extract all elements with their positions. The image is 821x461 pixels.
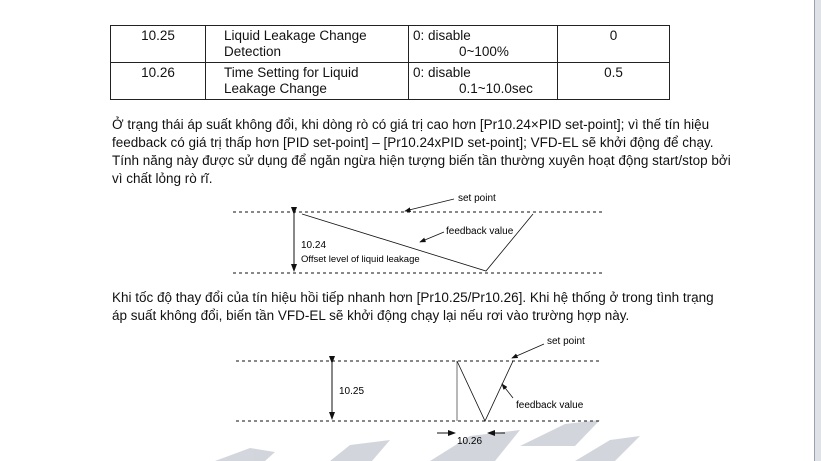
param-code: 10.26 bbox=[111, 63, 206, 100]
offset-code: 10.24 bbox=[301, 240, 327, 251]
paragraph-leakage-offset: Ở trạng thái áp suất không đổi, khi dòng rò có giá trị cao hơn [Pr10.24×PID set-point]; vì thế tín hiệu feedback có giá trị thấp hơn [PID set-point] – [Pr10.24xPID set-point]; VFD-EL sẽ khởi động để chạy. Tính năng này được sử dụng để ngăn ngừa hiện tượng biến tần thường xuyên hoạt động start/stop bởi vì chất lỏng rò rĩ. bbox=[112, 117, 731, 186]
param-range: 0~100% bbox=[459, 44, 509, 59]
param-name-text: Time Setting for Liquid Leakage Change bbox=[224, 65, 359, 96]
param-range: 0.1~10.0sec bbox=[459, 81, 533, 96]
feedback-pointer bbox=[420, 232, 444, 242]
diagram-leakage-offset bbox=[233, 193, 603, 273]
param-default: 0 bbox=[558, 26, 670, 63]
offset-label: Offset level of liquid leakage bbox=[301, 254, 420, 265]
param-code: 10.25 bbox=[111, 26, 206, 63]
set-point-label: set point bbox=[547, 336, 585, 347]
window-frame-edge bbox=[814, 0, 821, 461]
feedback-pointer bbox=[502, 384, 513, 398]
param-default: 0.5 bbox=[558, 63, 670, 100]
feedback-label: feedback value bbox=[516, 400, 584, 411]
paragraph-change-rate: Khi tốc độ thay đổi của tín hiệu hồi tiếp nhanh hơn [Pr10.25/Pr10.26]. Khi hệ thống ở trong tình trạng áp suất không đổi, biến tần VFD-EL sẽ khởi động chạy lại nếu rơi vào trường hợp này. bbox=[112, 290, 714, 323]
level-code: 10.25 bbox=[339, 386, 365, 397]
watermark-logo bbox=[215, 420, 640, 461]
param-name-text: Liquid Leakage Change Detection bbox=[224, 28, 367, 59]
feedback-curve bbox=[457, 361, 513, 421]
set-point-pointer bbox=[512, 344, 544, 358]
set-point-pointer bbox=[405, 199, 454, 211]
param-setting-text: 0: disable bbox=[413, 28, 471, 43]
diagram-change-detection bbox=[236, 336, 600, 447]
time-code: 10.26 bbox=[457, 436, 483, 447]
param-setting-text: 0: disable bbox=[413, 65, 471, 80]
set-point-label: set point bbox=[458, 193, 496, 204]
feedback-label: feedback value bbox=[446, 226, 514, 237]
